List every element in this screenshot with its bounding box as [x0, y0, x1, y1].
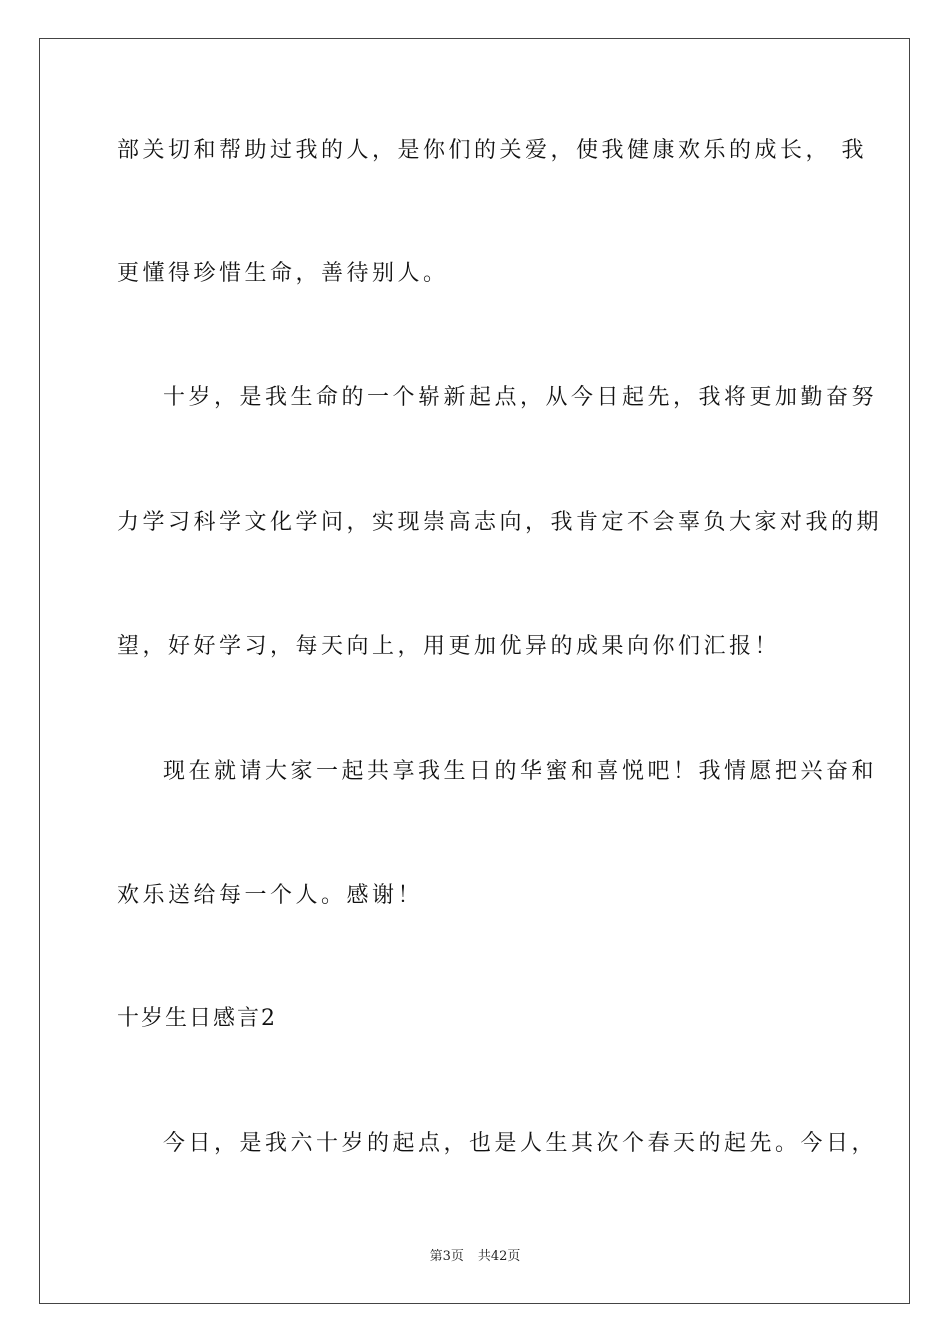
paragraph-start-line: 今日，是我六十岁的起点，也是人生其次个春天的起先。今日， [163, 1131, 878, 1156]
page-footer [0, 1248, 950, 1266]
body-text-line: 望，好好学习，每天向上，用更加优异的成果向你们汇报！ [117, 634, 781, 659]
page-number: 第3页 [429, 1249, 464, 1264]
page-frame [39, 38, 910, 1304]
body-text-line: 部关切和帮助过我的人，是你们的关爱，使我健康欢乐的成长， 我 [117, 138, 867, 163]
paragraph-start-line: 现在就请大家一起共享我生日的华蜜和喜悦吧！我情愿把兴奋和 [163, 759, 878, 784]
total-pages: 共42页 [477, 1249, 521, 1264]
paragraph-start-line: 十岁，是我生命的一个崭新起点，从今日起先，我将更加勤奋努 [163, 385, 878, 410]
body-text-line: 欢乐送给每一个人。感谢！ [117, 883, 424, 908]
body-text-line: 更懂得珍惜生命，善待别人。 [117, 261, 449, 286]
section-heading: 十岁生日感言2 [117, 1006, 277, 1031]
body-text-line: 力学习科学文化学问，实现崇高志向，我肯定不会辜负大家对我的期 [117, 510, 883, 535]
